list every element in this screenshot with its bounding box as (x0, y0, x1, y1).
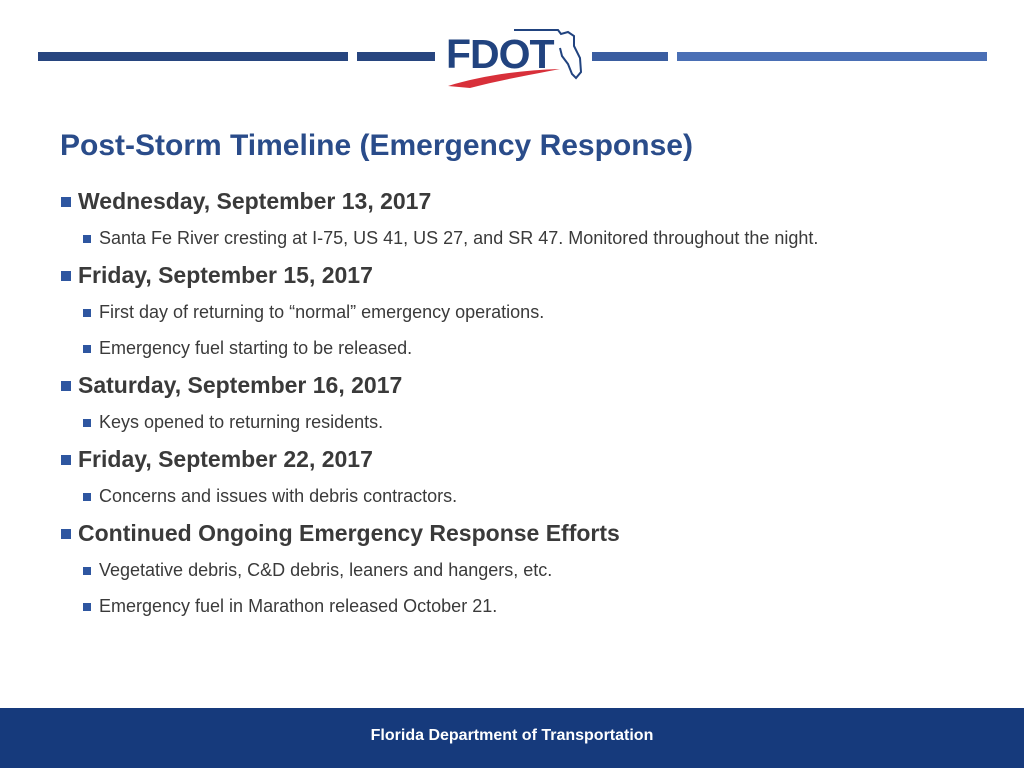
bullet-square-icon (83, 235, 91, 243)
bullet-square-icon (83, 419, 91, 427)
heading-text: Continued Ongoing Emergency Response Efforts (78, 520, 620, 546)
bullet-square-icon (61, 529, 71, 539)
timeline-item (60, 588, 1000, 624)
timeline-item (60, 552, 1000, 588)
header-rule-right-short (592, 52, 668, 61)
bullet-square-icon (83, 567, 91, 575)
bullet-square-icon (61, 271, 71, 281)
bullet-square-icon (83, 309, 91, 317)
timeline-item (60, 220, 1000, 256)
item-text: Vegetative debris, C&D debris, leaners and hangers, etc. (99, 560, 553, 580)
header-rule-left (38, 52, 348, 61)
heading-text: Wednesday, September 13, 2017 (78, 188, 432, 214)
item-text: Keys opened to returning residents. (99, 412, 384, 432)
slide-title: Post-Storm Timeline (Emergency Response) (60, 129, 693, 162)
timeline-heading (60, 514, 1000, 552)
timeline-item (60, 478, 1000, 514)
slide-footer (0, 708, 1024, 768)
bullet-square-icon (83, 345, 91, 353)
fdot-logo (440, 24, 588, 90)
heading-text: Saturday, September 16, 2017 (78, 372, 403, 398)
header-rule-left-short (357, 52, 435, 61)
item-text: Concerns and issues with debris contractors. (99, 486, 458, 506)
bullet-square-icon (83, 493, 91, 501)
timeline-heading (60, 182, 1000, 220)
item-text: Emergency fuel in Marathon released October 21. (99, 596, 498, 616)
item-text: Emergency fuel starting to be released. (99, 338, 413, 358)
bullet-square-icon (61, 197, 71, 207)
timeline-heading (60, 366, 1000, 404)
slide-header (0, 0, 1024, 100)
timeline-list (60, 182, 1000, 624)
header-rule-right (677, 52, 987, 61)
bullet-square-icon (61, 455, 71, 465)
logo-wordmark: FDOT (446, 31, 554, 77)
footer-text: Florida Department of Transportation (370, 727, 654, 744)
bullet-square-icon (61, 381, 71, 391)
heading-text: Friday, September 15, 2017 (78, 262, 373, 288)
timeline-item (60, 330, 1000, 366)
item-text: First day of returning to “normal” emergency operations. (99, 302, 545, 322)
bullet-square-icon (83, 603, 91, 611)
timeline-item (60, 404, 1000, 440)
item-text: Santa Fe River cresting at I-75, US 41, US 27, and SR 47. Monitored throughout the night. (99, 228, 819, 248)
timeline-heading (60, 256, 1000, 294)
heading-text: Friday, September 22, 2017 (78, 446, 373, 472)
timeline-heading (60, 440, 1000, 478)
timeline-item (60, 294, 1000, 330)
